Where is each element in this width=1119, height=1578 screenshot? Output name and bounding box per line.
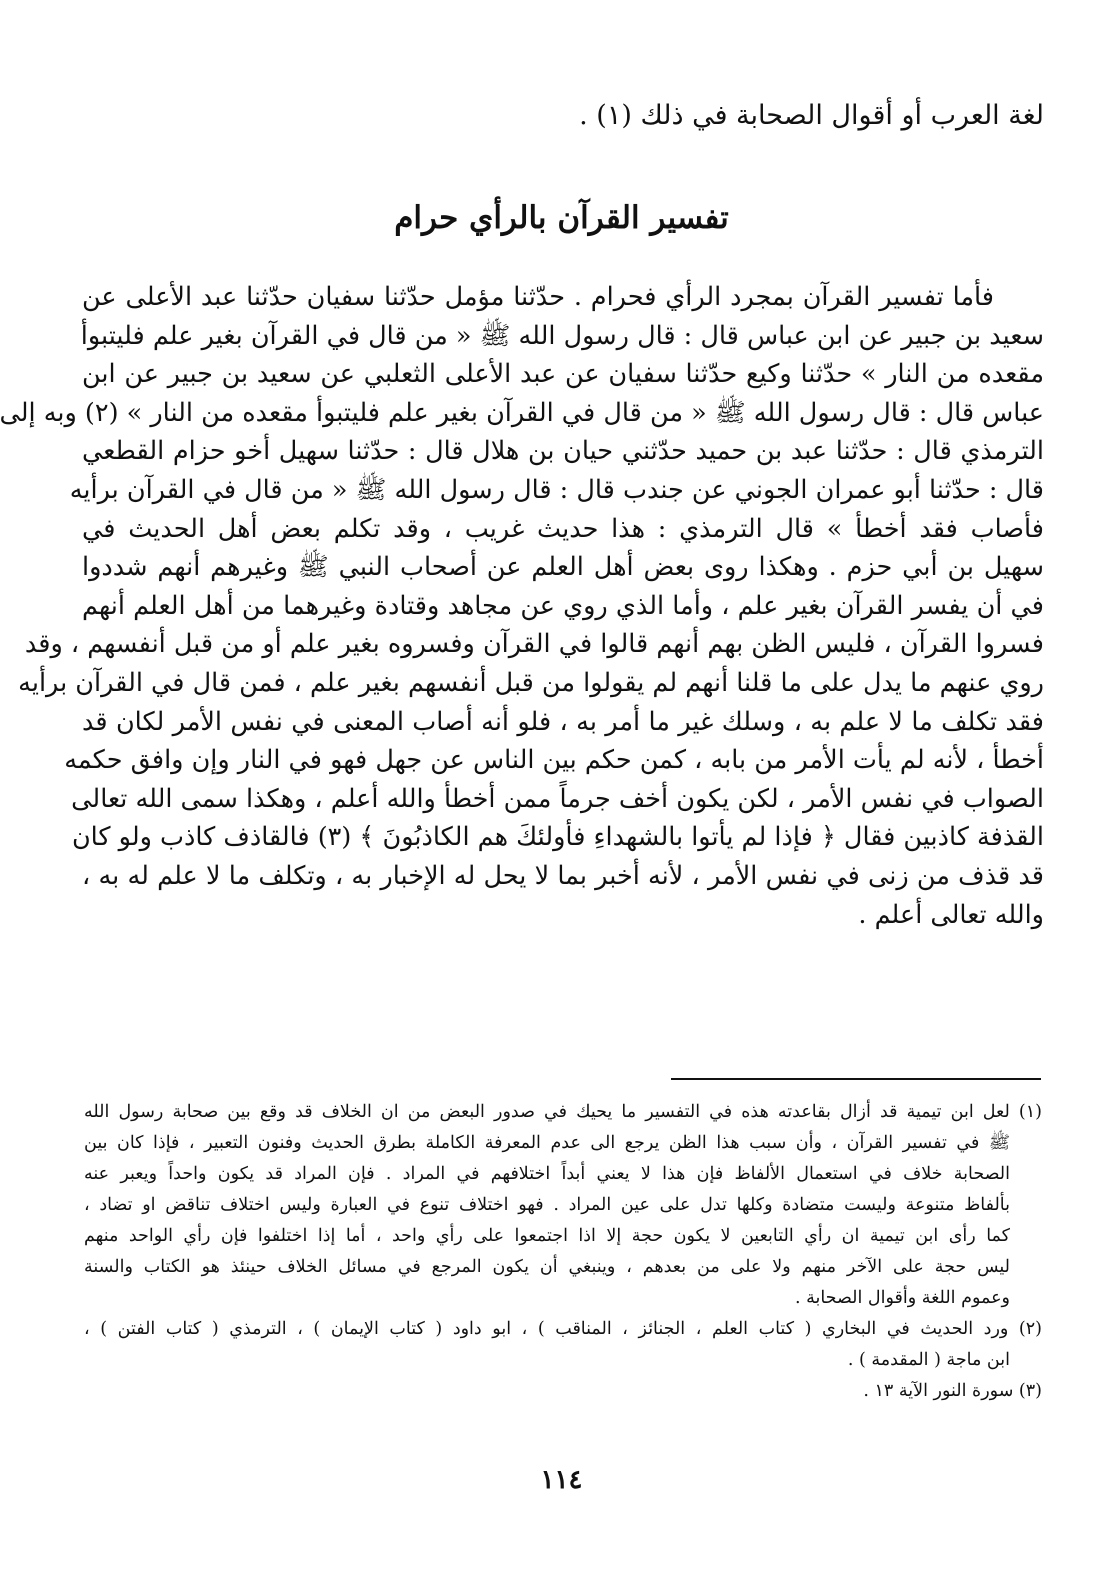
continuation-line: لغة العرب أو أقوال الصحابة في ذلك (١) . bbox=[579, 100, 1044, 131]
body-line: قد قذف من زنى في نفس الأمر ، لأنه أخبر بما لا يحل له الإخبار به ، وتكلف ما لا علم له به ، bbox=[82, 860, 1044, 891]
body-line: قال : حدّثنا أبو عمران الجوني عن جندب قال : قال رسول الله ﷺ « من قال في القرآن برأيه bbox=[69, 474, 1044, 505]
body-line: فقد تكلف ما لا علم به ، وسلك غير ما أمر به ، فلو أنه أصاب المعنى في نفس الأمر لكان قد bbox=[82, 706, 1044, 737]
footnote-line: كما رأى ابن تيمية ان رأي التابعين لا يكون حجة إلا اذا اجتمعوا على رأي واحد ، أما إذا اختلفوا فإن رأي الواحد منهم bbox=[84, 1226, 1010, 1246]
footnotes bbox=[84, 1097, 1042, 1407]
body-paragraph bbox=[0, 278, 1044, 934]
body-line: القذفة كاذبين فقال ﴿ فإذا لم يأتوا بالشهداءِ فأولئكَ هم الكاذبُونَ ﴾ (٣) فالقاذف كاذب ولو كان bbox=[71, 822, 1044, 853]
footnote-line: (٢) ورد الحديث في البخاري ( كتاب العلم ، الجنائز ، المناقب ) ، ابو داود ( كتاب الإيمان ) ، الترمذي ( كتاب الفتن ) ، bbox=[84, 1319, 1042, 1339]
footnote-line: (٣) سورة النور الآية ١٣ . bbox=[863, 1381, 1042, 1401]
body-line: والله تعالى أعلم . bbox=[858, 899, 1044, 930]
body-line: مقعده من النار » حدّثنا وكيع حدّثنا سفيان عن عبد الأعلى الثعلبي عن سعيد بن جبير عن ابن bbox=[82, 359, 1044, 390]
footnote-line: وعموم اللغة وأقوال الصحابة . bbox=[794, 1288, 1010, 1308]
body-line: سهيل بن أبي حزم . وهكذا روى بعض أهل العلم عن أصحاب النبي ﷺ وغيرهم أنهم شددوا bbox=[82, 552, 1044, 583]
body-line: الصواب في نفس الأمر ، لكن يكون أخف جرماً ممن أخطأ والله أعلم ، وهكذا سمى الله تعالى bbox=[71, 783, 1044, 814]
body-line: في أن يفسر القرآن بغير علم ، وأما الذي روي عن مجاهد وقتادة وغيرهما من أهل العلم أنهم bbox=[82, 590, 1044, 621]
body-line: فأصاب فقد أخطأ » قال الترمذي : هذا حديث غريب ، وقد تكلم بعض أهل الحديث في bbox=[82, 513, 1044, 544]
footnote-line: ﷺ في تفسير القرآن ، وأن سبب هذا الظن يرجع الى عدم المعرفة الكاملة بطرق الحديث وفنون التعبير ، فإذا كان بين bbox=[84, 1133, 1010, 1153]
body-line: روي عنهم ما يدل على ما قلنا أنهم لم يقولوا من قبل أنفسهم بغير علم ، فمن قال في القرآن برأيه bbox=[18, 667, 1044, 698]
body-line: أخطأ ، لأنه لم يأت الأمر من بابه ، كمن حكم بين الناس عن جهل فهو في النار وإن وافق حكمه bbox=[64, 745, 1044, 776]
page-number: ١١٤ bbox=[540, 1465, 583, 1495]
footnote-line: ليس حجة على الآخر منهم ولا على من بعدهم ، وينبغي أن يكون المرجع في مسائل الخلاف حينئذ هو الكتاب والسنة bbox=[84, 1257, 1010, 1277]
body-line: سعيد بن جبير عن ابن عباس قال : قال رسول الله ﷺ « من قال في القرآن بغير علم فليتبوأ bbox=[80, 320, 1044, 351]
body-line: الترمذي قال : حدّثنا عبد بن حميد حدّثني حيان بن هلال قال : حدّثنا سهيل أخو حزام القطعي bbox=[82, 436, 1044, 467]
footnote-line: ابن ماجة ( المقدمة ) . bbox=[847, 1350, 1010, 1370]
footnote-line: (١) لعل ابن تيمية قد أزال بقاعدته هذه في التفسير ما يحيك في صدور البعض من ان الخلاف قد وقع بين صحابة رسول الله bbox=[84, 1102, 1042, 1122]
body-line: عباس قال : قال رسول الله ﷺ « من قال في القرآن بغير علم فليتبوأ مقعده من النار » (٢) وبه إلى bbox=[0, 397, 1044, 428]
footnote-line: بألفاظ متنوعة وليست متضادة وكلها تدل على عين المراد . فهو اختلاف تنوع في العبارة وليس اختلاف تناقض او تضاد ، bbox=[84, 1195, 1010, 1215]
footnote-separator bbox=[671, 1078, 1041, 1080]
section-heading: تفسير القرآن بالرأي حرام bbox=[394, 200, 729, 236]
footnote-line: الصحابة خلاف في استعمال الألفاظ فإن هذا لا يعني أبداً اختلافهم في المراد . فإن المراد قد يكون واحداً ويعبر عنه bbox=[84, 1164, 1010, 1184]
body-line: فسروا القرآن ، فليس الظن بهم أنهم قالوا في القرآن وفسروه بغير علم أو من قبل أنفسهم ، وقد bbox=[24, 629, 1044, 660]
body-line: فأما تفسير القرآن بمجرد الرأي فحرام . حدّثنا مؤمل حدّثنا سفيان حدّثنا عبد الأعلى عن bbox=[82, 282, 994, 312]
